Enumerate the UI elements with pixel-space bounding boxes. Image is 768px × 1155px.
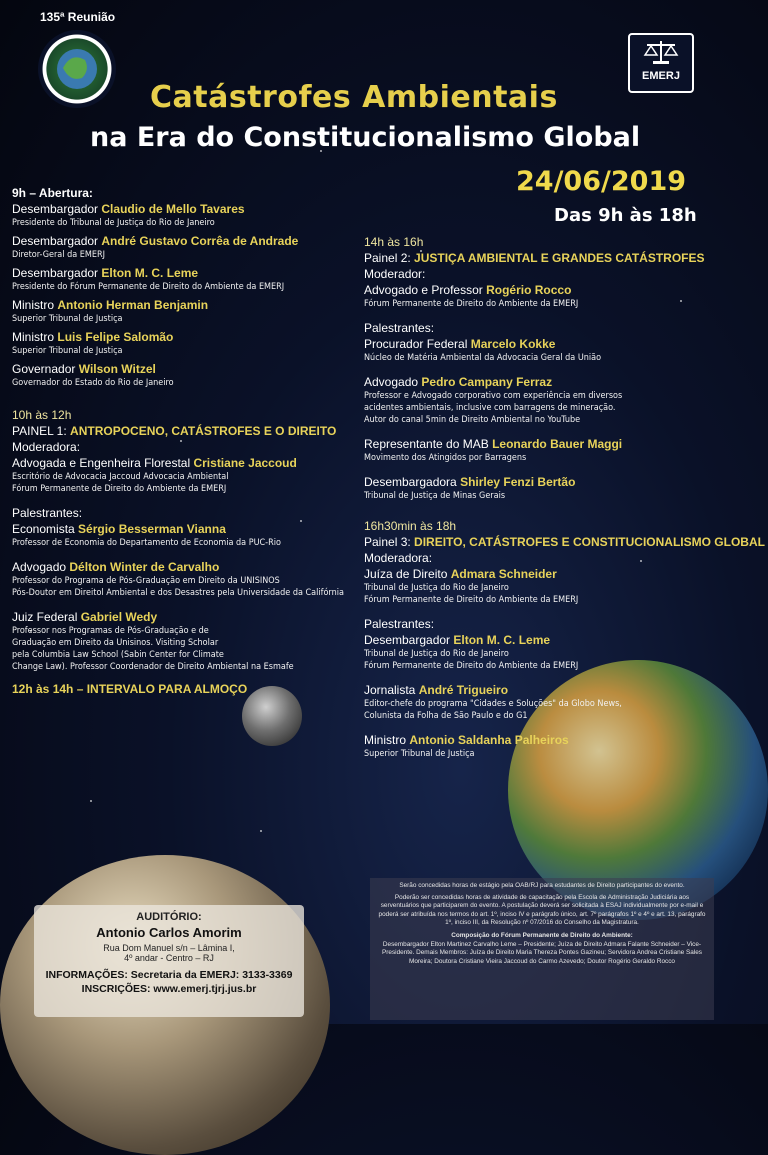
speaker-role: Juiz Federal xyxy=(12,610,78,624)
panel2-heading xyxy=(364,250,720,266)
speaker-desc: Professor nos Programas de Pós-Graduação e de xyxy=(12,626,209,636)
speaker-role: Representante do MAB xyxy=(364,437,489,451)
speaker-name: Admara Schneider xyxy=(450,567,557,581)
speaker-desc: Colunista da Folha de São Paulo e do G1 xyxy=(364,711,528,721)
speaker-role: Advogado xyxy=(364,375,419,389)
opening-list xyxy=(12,201,360,389)
speaker-role: Desembargador xyxy=(12,202,99,216)
opening-item xyxy=(12,329,360,357)
speaker-name: Marcelo Kokke xyxy=(470,337,556,351)
left-column xyxy=(12,185,360,697)
speaker-role: Juíza de Direito xyxy=(364,567,448,581)
right-column xyxy=(364,234,765,760)
speaker-name: Claudio de Mello Tavares xyxy=(101,202,245,216)
speaker-name: Pedro Campany Ferraz xyxy=(421,375,553,389)
speaker-desc: Fórum Permanente de Direito do Ambiente da EMERJ xyxy=(364,299,579,309)
event-date: 24/06/2019 xyxy=(516,166,687,197)
opening-item xyxy=(12,361,360,389)
notice-esaj: Poderão ser concedidas horas de atividade de capacitação pela Escola de Administração Judiciária aos serventuários que participarem do evento. A postulação deverá ser solicitada à ESAJ individualmente por e-mail e poderá ser atribuída nos termos do art. 1º, inciso IV e parágrafo único, art. 7º parágrafos 1º e 4º e art. 13, parágrafo 1º, inciso III, da Resolução nº 07/2016 do Conselho da Magistratura. xyxy=(378,893,706,927)
opening-item xyxy=(12,201,360,229)
speaker-role: Economista xyxy=(12,522,75,536)
speaker-name: Elton M. C. Leme xyxy=(101,266,199,280)
moderadora-label: Moderadora: xyxy=(12,440,81,454)
emerj-label: EMERJ xyxy=(642,70,680,82)
speaker-name: Gabriel Wedy xyxy=(80,610,158,624)
speaker-desc: Superior Tribunal de Justiça xyxy=(364,749,475,759)
notice-oab: Serão concedidas horas de estágio pela OAB/RJ para estudantes de Direito participantes do evento. xyxy=(399,882,685,889)
speaker-desc: Governador do Estado do Rio de Janeiro xyxy=(12,378,174,388)
inscricoes-link[interactable]: INSCRIÇÕES: www.emerj.tjrj.jus.br xyxy=(81,983,257,995)
opening-item xyxy=(12,297,360,325)
info-line: INFORMAÇÕES: Secretaria da EMERJ: 3133-3369 xyxy=(45,969,293,981)
speaker-desc: Change Law). Professor Coordenador de Direito Ambiental na Esmafe xyxy=(12,662,294,672)
panel3-heading xyxy=(364,534,765,550)
speaker-name: Leonardo Bauer Maggi xyxy=(492,437,623,451)
forum-logo xyxy=(38,30,116,108)
speaker-desc: Professor de Economia do Departamento de Economia da PUC-Rio xyxy=(12,538,281,548)
speaker-name: Wilson Witzel xyxy=(78,362,156,376)
speaker-name: André Gustavo Corrêa de Andrade xyxy=(101,234,299,248)
address-line1: Rua Dom Manuel s/n – Lâmina I, xyxy=(103,943,235,953)
speaker-role: Advogado xyxy=(12,560,67,574)
speaker-role: Ministro xyxy=(12,330,55,344)
panel2-label: Painel 2: xyxy=(364,251,411,265)
speaker-role: Ministro xyxy=(12,298,55,312)
panel1-label: PAINEL 1: xyxy=(12,424,67,438)
meeting-number: 135ª Reunião xyxy=(40,10,116,24)
speaker-role: Desembargador xyxy=(364,633,451,647)
opening-item xyxy=(12,233,360,261)
auditorio-label: AUDITÓRIO: xyxy=(136,911,202,923)
event-hours: Das 9h às 18h xyxy=(554,205,697,226)
speaker-name: Cristiane Jaccoud xyxy=(193,456,297,470)
speaker-name: Elton M. C. Leme xyxy=(453,633,551,647)
palestrantes-label: Palestrantes: xyxy=(12,506,83,520)
speaker-desc: Tribunal de Justiça do Rio de Janeiro xyxy=(364,649,509,659)
speaker-desc: Núcleo de Matéria Ambiental da Advocacia Geral da União xyxy=(364,353,602,363)
speaker-desc: acidentes ambientais, inclusive com barragens de mineração. xyxy=(364,403,616,413)
notice-box xyxy=(370,878,714,1020)
speaker-desc: Pós-Doutor em Direitol Ambiental e dos Desastres pela Universidade da Califórnia xyxy=(12,588,344,598)
speaker-role: Governador xyxy=(12,362,76,376)
speaker-desc: Presidente do Tribunal de Justiça do Rio de Janeiro xyxy=(12,218,215,228)
speaker-role: Desembargador xyxy=(12,266,99,280)
speaker-desc: Movimento dos Atingidos por Barragens xyxy=(364,453,527,463)
speaker-role: Advogado e Professor xyxy=(364,283,483,297)
opening-time: 9h – Abertura: xyxy=(12,186,93,200)
emerj-logo xyxy=(628,33,694,93)
speaker-desc: Graduação em Direito da Unisinos. Visiting Scholar xyxy=(12,638,219,648)
speaker-desc: Superior Tribunal de Justiça xyxy=(12,346,123,356)
panel2-title: JUSTIÇA AMBIENTAL E GRANDES CATÁSTROFES xyxy=(414,251,705,265)
opening-item xyxy=(12,265,360,293)
panel3-label: Painel 3: xyxy=(364,535,411,549)
panel1-heading xyxy=(12,423,360,439)
speaker-name: Shirley Fenzi Bertão xyxy=(460,475,576,489)
title-line1: Catástrofes Ambientais xyxy=(150,80,558,115)
speaker-role: Advogada e Engenheira Florestal xyxy=(12,456,191,470)
speaker-desc: Tribunal de Justiça do Rio de Janeiro xyxy=(364,583,509,593)
venue-box xyxy=(34,905,304,1017)
panel1-title: ANTROPOCENO, CATÁSTROFES E O DIREITO xyxy=(70,424,337,438)
composition-title: Composição do Fórum Permanente de Direito do Ambiente: xyxy=(451,931,633,939)
auditorio-name: Antonio Carlos Amorim xyxy=(96,925,242,940)
speaker-desc: Superior Tribunal de Justiça xyxy=(12,314,123,324)
panel1-time: 10h às 12h xyxy=(12,408,72,422)
speaker-name: André Trigueiro xyxy=(418,683,509,697)
speaker-name: Antonio Herman Benjamin xyxy=(57,298,209,312)
speaker-desc: Escritório de Advocacia Jaccoud Advocacia Ambiental xyxy=(12,472,229,482)
palestrantes-label: Palestrantes: xyxy=(364,617,435,631)
speaker-desc: Professor e Advogado corporativo com experiência em diversos xyxy=(364,391,623,401)
speaker-name: Sérgio Besserman Vianna xyxy=(78,522,226,536)
speaker-desc: Presidente do Fórum Permanente de Direito do Ambiente da EMERJ xyxy=(12,282,285,292)
speaker-role: Desembargadora xyxy=(364,475,457,489)
speaker-desc: Fórum Permanente de Direito do Ambiente da EMERJ xyxy=(364,595,579,605)
panel2-time: 14h às 16h xyxy=(364,235,424,249)
address-line2: 4º andar - Centro – RJ xyxy=(124,953,214,963)
speaker-role: Ministro xyxy=(364,733,407,747)
speaker-role: Desembargador xyxy=(12,234,99,248)
moderador-label: Moderador: xyxy=(364,267,426,281)
speaker-name: Délton Winter de Carvalho xyxy=(69,560,220,574)
lunch-break: 12h às 14h – INTERVALO PARA ALMOÇO xyxy=(12,682,248,696)
speaker-desc: pela Columbia Law School (Sabin Center for Climate xyxy=(12,650,224,660)
speaker-name: Antonio Saldanha Palheiros xyxy=(409,733,569,747)
speaker-desc: Autor do canal 5min de Direito Ambiental no YouTube xyxy=(364,415,581,425)
speaker-desc: Professor do Programa de Pós-Graduação em Direito da UNISINOS xyxy=(12,576,280,586)
speaker-desc: Tribunal de Justiça de Minas Gerais xyxy=(364,491,506,501)
speaker-desc: Fórum Permanente de Direito do Ambiente da EMERJ xyxy=(364,661,579,671)
moderadora-label: Moderadora: xyxy=(364,551,433,565)
speaker-role: Procurador Federal xyxy=(364,337,468,351)
speaker-desc: Editor-chefe do programa "Cidades e Soluções" da Globo News, xyxy=(364,699,622,709)
speaker-role: Jornalista xyxy=(364,683,416,697)
title-line2: na Era do Constitucionalismo Global xyxy=(90,122,641,153)
panel3-time: 16h30min às 18h xyxy=(364,519,457,533)
panel3-title: DIREITO, CATÁSTROFES E CONSTITUCIONALISMO GLOBAL xyxy=(414,535,765,549)
composition-text: Desembargador Elton Martinez Carvalho Leme – Presidente; Juíza de Direito Admara Falante Schneider – Vice-Presidente. Demais Membros: Juíza de Direito Maria Thereza Pontes Gazineu; Servidora Andrea Cristiane Sales Moreira; Doutora Cristiane Vieira Jaccoud do Carmo Azevedo; Doutor Rogério Geraldo Rocco xyxy=(382,940,702,965)
scales-icon xyxy=(641,39,681,67)
speaker-desc: Fórum Permanente de Direito do Ambiente da EMERJ xyxy=(12,484,227,494)
palestrantes-label: Palestrantes: xyxy=(364,321,435,335)
speaker-name: Luis Felipe Salomão xyxy=(57,330,174,344)
speaker-name: Rogério Rocco xyxy=(486,283,572,297)
speaker-desc: Diretor-Geral da EMERJ xyxy=(12,250,105,260)
